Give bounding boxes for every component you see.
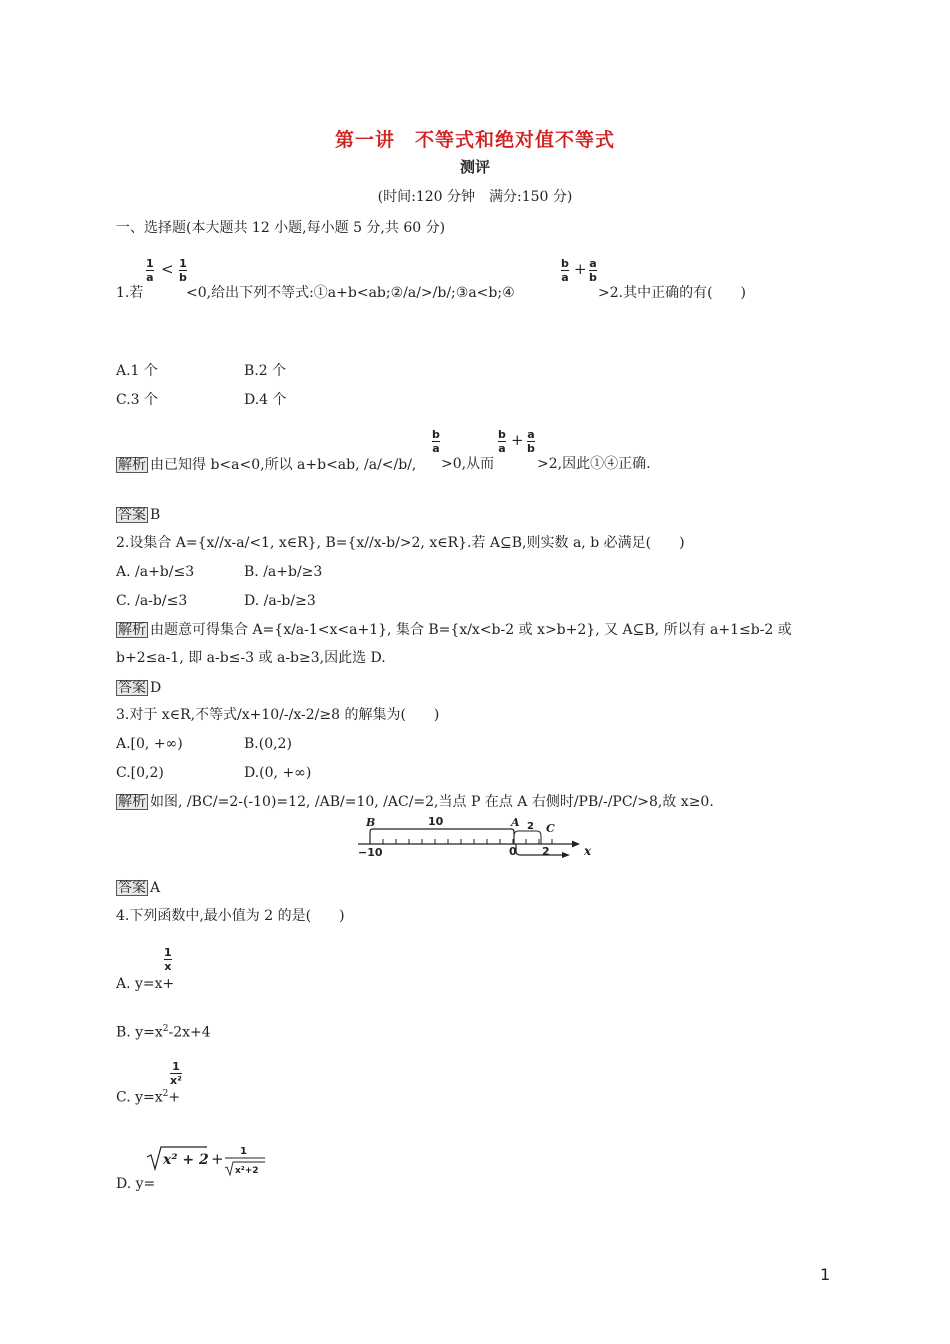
fig-seg-ac: 2 bbox=[527, 821, 534, 832]
q4-d-plus: + bbox=[211, 1150, 224, 1168]
q3-answer: 答案 A bbox=[118, 880, 161, 896]
fig-tick-0: 0 bbox=[509, 845, 517, 858]
q1-analysis-frac: b a bbox=[432, 428, 440, 455]
q3-text: 3.对于 x∈R,不等式/x+10/-/x-2/≥8 的解集为( ) bbox=[116, 707, 440, 723]
q1-analysis-sum-frac2: a b bbox=[527, 428, 535, 455]
q1-analysis-sum-frac1: b a bbox=[498, 428, 506, 455]
q3-option-c: C.[0,2) bbox=[116, 765, 164, 781]
fig-label-b: B bbox=[366, 816, 376, 829]
answer-tag: 答案 bbox=[118, 507, 146, 523]
q1-expr4-frac1: b a bbox=[561, 257, 569, 284]
answer-tag: 答案 bbox=[118, 880, 146, 896]
q1-expr4-frac2: a b bbox=[589, 257, 597, 284]
q1-analysis-tail: >2,因此①④正确. bbox=[537, 456, 651, 472]
q1-cond-frac1: 1 a bbox=[146, 257, 154, 284]
q1-text: <0,给出下列不等式:①a+b<ab;②/a/>/b/;③a<b;④ bbox=[186, 285, 515, 301]
q1-option-d: D.4 个 bbox=[244, 392, 287, 408]
q4-a-frac: 1 x bbox=[164, 946, 172, 973]
q2-analysis: 解析 由题意可得集合 A={x/a-1<x<a+1}, 集合 B={x/x<b-2 或 x>b+2}, 又 A⊆B, 所以有 a+1≤b-2 或 bbox=[118, 622, 792, 638]
analysis-tag: 解析 bbox=[118, 457, 146, 473]
q1-tail: >2.其中正确的有( ) bbox=[598, 285, 747, 301]
number-line-figure bbox=[350, 812, 600, 862]
section-heading: 一、选择题(本大题共 12 小题,每小题 5 分,共 60 分) bbox=[116, 220, 446, 236]
answer-tag: 答案 bbox=[118, 680, 146, 696]
q2-option-a: A. /a+b/≤3 bbox=[116, 564, 195, 580]
q1-option-b: B.2 个 bbox=[244, 363, 287, 379]
time-info: (时间:120 分钟 满分:150 分) bbox=[377, 189, 573, 205]
q2-answer: 答案 D bbox=[118, 680, 162, 696]
fig-label-a: A bbox=[511, 816, 520, 829]
q3-option-d: D.(0, +∞) bbox=[244, 765, 312, 781]
q2-option-b: B. /a+b/≥3 bbox=[244, 564, 323, 580]
q4-d-sqrt-term: x² + 2 bbox=[163, 1152, 209, 1168]
fig-seg-ab: 10 bbox=[428, 815, 444, 828]
fig-label-c: C bbox=[546, 822, 555, 835]
q4-text: 4.下列函数中,最小值为 2 的是( ) bbox=[116, 908, 345, 924]
page-title: 第一讲 不等式和绝对值不等式 bbox=[334, 129, 615, 151]
q3-option-a: A.[0, +∞) bbox=[116, 736, 183, 752]
q1-expr4-plus: + bbox=[574, 260, 587, 278]
fig-axis-x: x bbox=[584, 844, 592, 858]
q1-cond-frac2: 1 b bbox=[179, 257, 187, 284]
fig-tick-2: 2 bbox=[542, 845, 550, 858]
page-subtitle: 测评 bbox=[459, 158, 490, 176]
q4-d-frac-num: 1 bbox=[240, 1146, 247, 1157]
q4-option-c: C. $y=x^2+$ bbox=[116, 1089, 181, 1106]
q1-analysis-sum-plus: + bbox=[511, 431, 524, 449]
analysis-tag: 解析 bbox=[118, 794, 146, 810]
q4-c-frac: 1 x² bbox=[170, 1060, 182, 1087]
q1-option-a: A.1 个 bbox=[116, 363, 158, 379]
q4-option-d: D. y= bbox=[116, 1176, 156, 1192]
q3-analysis: 解析 如图, /BC/=2-(-10)=12, /AB/=10, /AC/=2,当点 P 在点 A 右侧时/PB/-/PC/>8,故 x≥0. bbox=[118, 794, 714, 810]
q4-d-frac-den: x²+2 bbox=[235, 1166, 259, 1176]
q2-option-c: C. /a-b/≤3 bbox=[116, 593, 188, 609]
q1-answer: 答案 B bbox=[118, 507, 161, 523]
q1-analysis: 解析 由已知得 b<a<0,所以 a+b<ab, /a/</b/, bbox=[118, 457, 417, 473]
q1-label: 1.若 bbox=[116, 285, 144, 301]
q3-option-b: B.(0,2) bbox=[244, 736, 292, 752]
q4-option-b: B. $y=x^2-2x+4$ bbox=[116, 1024, 211, 1041]
q4-option-a: A. y=x+ bbox=[116, 976, 175, 992]
q1-analysis-mid: >0,从而 bbox=[441, 456, 495, 472]
q2-analysis-line2: b+2≤a-1, 即 a-b≤-3 或 a-b≥3,因此选 D. bbox=[116, 650, 386, 666]
q1-option-c: C.3 个 bbox=[116, 392, 159, 408]
q4-d-formula bbox=[145, 1143, 267, 1179]
page-number: 1 bbox=[820, 1265, 831, 1284]
q2-option-d: D. /a-b/≥3 bbox=[244, 593, 316, 609]
q1-cond-lt: < bbox=[161, 260, 174, 278]
fig-tick-minus10: −10 bbox=[358, 846, 383, 859]
q2-text: 2.设集合 A={x//x-a/<1, x∈R}, B={x//x-b/>2, x∈R}.若 A⊆B,则实数 a, b 必满足( ) bbox=[116, 535, 685, 551]
analysis-tag: 解析 bbox=[118, 622, 146, 638]
